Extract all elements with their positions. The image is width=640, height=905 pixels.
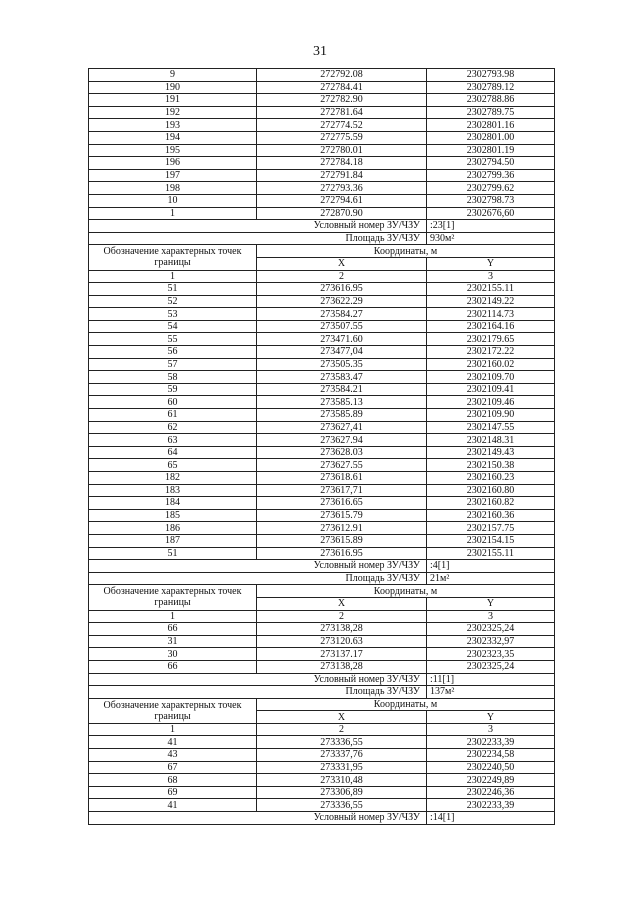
x-header: X [257,711,427,724]
y-coordinate-cell: 2302147.55 [427,421,555,434]
point-cell: 60 [89,396,257,409]
x-coordinate-cell: 273477,04 [257,346,427,359]
x-header: X [257,597,427,610]
point-cell: 57 [89,358,257,371]
y-coordinate-cell: 2302155.11 [427,547,555,560]
table-row [89,635,555,648]
point-cell: 195 [89,144,257,157]
table-row [89,131,555,144]
y-coordinate-cell: 2302164.16 [427,320,555,333]
point-cell: 190 [89,81,257,94]
point-cell: 185 [89,509,257,522]
table-row [89,484,555,497]
point-cell: 62 [89,421,257,434]
y-coordinate-cell: 2302234,58 [427,749,555,762]
point-cell: 41 [89,799,257,812]
coordinates-header: Координаты, м [257,585,555,598]
point-cell: 184 [89,497,257,510]
table-row [89,434,555,447]
table-row [89,421,555,434]
x-coordinate-cell: 273628.03 [257,446,427,459]
conditional-number-row [89,812,555,825]
points-header: Обозначение характерных точек границы [89,245,257,270]
table-row [89,472,555,485]
y-coordinate-cell: 2302172.22 [427,346,555,359]
table-row [89,207,555,220]
header-row [89,245,555,258]
x-coordinate-cell: 273337,76 [257,749,427,762]
y-coordinate-cell: 2302114.73 [427,308,555,321]
table-row [89,320,555,333]
point-cell: 56 [89,346,257,359]
x-coordinate-cell: 272791.84 [257,169,427,182]
coordinates-table-container [88,68,554,825]
y-header: Y [427,257,555,270]
x-coordinate-cell: 273310,48 [257,774,427,787]
point-cell: 30 [89,648,257,661]
point-cell: 55 [89,333,257,346]
table-row [89,119,555,132]
column-number-row [89,610,555,623]
table-row [89,144,555,157]
y-coordinate-cell: 2302157.75 [427,522,555,535]
x-coordinate-cell: 273585.13 [257,396,427,409]
x-coordinate-cell: 272781.64 [257,106,427,119]
table-row [89,534,555,547]
x-coordinate-cell: 273306,89 [257,786,427,799]
x-coordinate-cell: 273584.21 [257,383,427,396]
y-coordinate-cell: 2302799.36 [427,169,555,182]
y-coordinate-cell: 2302789.75 [427,106,555,119]
table-row [89,371,555,384]
y-coordinate-cell: 2302323,35 [427,648,555,661]
point-cell: 54 [89,320,257,333]
points-header: Обозначение характерных точек границы [89,585,257,610]
table-row [89,333,555,346]
x-coordinate-cell: 272794.61 [257,194,427,207]
point-cell: 43 [89,749,257,762]
area-number: 137 [430,686,445,698]
y-coordinate-cell: 2302150.38 [427,459,555,472]
y-coordinate-cell: 2302325,24 [427,623,555,636]
table-row [89,522,555,535]
y-coordinate-cell: 2302801.19 [427,144,555,157]
conditional-number-label: Условный номер ЗУ/ЧЗУ [89,812,427,825]
y-coordinate-cell: 2302160.36 [427,509,555,522]
y-coordinate-cell: 2302160.80 [427,484,555,497]
x-coordinate-cell: 273617,71 [257,484,427,497]
x-coordinate-cell: 273505.35 [257,358,427,371]
x-coordinate-cell: 273615.89 [257,534,427,547]
table-row [89,786,555,799]
conditional-number-label: Условный номер ЗУ/ЧЗУ [89,220,427,233]
point-cell: 41 [89,736,257,749]
table-row [89,358,555,371]
table-row [89,396,555,409]
point-cell: 1 [89,207,257,220]
area-row [89,232,555,245]
point-cell: 61 [89,409,257,422]
x-coordinate-cell: 273583.47 [257,371,427,384]
x-coordinate-cell: 272782.90 [257,94,427,107]
x-coordinate-cell: 273507.55 [257,320,427,333]
area-row [89,572,555,585]
y-coordinate-cell: 2302160.02 [427,358,555,371]
y-coordinate-cell: 2302332,97 [427,635,555,648]
table-row [89,497,555,510]
table-row [89,761,555,774]
x-coordinate-cell: 272793.36 [257,182,427,195]
point-cell: 194 [89,131,257,144]
area-label: Площадь ЗУ/ЧЗУ [89,232,427,245]
y-coordinate-cell: 2302240,50 [427,761,555,774]
column-number-2: 2 [257,270,427,283]
table-row [89,157,555,170]
area-number: 930 [430,233,445,245]
y-coordinate-cell: 2302798.73 [427,194,555,207]
x-header: X [257,257,427,270]
y-coordinate-cell: 2302179.65 [427,333,555,346]
y-coordinate-cell: 2302149.22 [427,295,555,308]
coordinates-table [88,68,555,825]
y-coordinate-cell: 2302109.41 [427,383,555,396]
area-number: 21 [430,573,440,585]
column-number-1: 1 [89,270,257,283]
x-coordinate-cell: 273615.79 [257,509,427,522]
conditional-number-label: Условный номер ЗУ/ЧЗУ [89,560,427,573]
point-cell: 66 [89,660,257,673]
area-unit: м² [445,686,455,698]
x-coordinate-cell: 272780.01 [257,144,427,157]
x-coordinate-cell: 272774.52 [257,119,427,132]
point-cell: 197 [89,169,257,182]
area-label: Площадь ЗУ/ЧЗУ [89,572,427,585]
conditional-number-value: :4[1] [427,560,555,573]
y-coordinate-cell: 2302160.82 [427,497,555,510]
x-coordinate-cell: 273471.60 [257,333,427,346]
table-row [89,409,555,422]
point-cell: 51 [89,547,257,560]
table-row [89,69,555,82]
table-row [89,623,555,636]
x-coordinate-cell: 273585.89 [257,409,427,422]
table-row [89,194,555,207]
point-cell: 193 [89,119,257,132]
x-coordinate-cell: 273627.94 [257,434,427,447]
table-row [89,749,555,762]
area-unit: м² [445,233,455,245]
y-coordinate-cell: 2302789.12 [427,81,555,94]
column-number-row [89,723,555,736]
point-cell: 67 [89,761,257,774]
column-number-3: 3 [427,610,555,623]
point-cell: 31 [89,635,257,648]
point-cell: 196 [89,157,257,170]
x-coordinate-cell: 273138,28 [257,623,427,636]
coordinates-header: Координаты, м [257,698,555,711]
x-coordinate-cell: 272784.18 [257,157,427,170]
y-coordinate-cell: 2302155.11 [427,283,555,296]
header-row [89,585,555,598]
y-coordinate-cell: 2302109.46 [427,396,555,409]
x-coordinate-cell: 273618.61 [257,472,427,485]
column-number-1: 1 [89,610,257,623]
table-row [89,169,555,182]
point-cell: 10 [89,194,257,207]
point-cell: 53 [89,308,257,321]
area-value [427,572,555,585]
point-cell: 68 [89,774,257,787]
point-cell: 65 [89,459,257,472]
area-unit: м² [440,573,450,585]
point-cell: 9 [89,69,257,82]
x-coordinate-cell: 273612.91 [257,522,427,535]
header-row [89,698,555,711]
x-coordinate-cell: 273331,95 [257,761,427,774]
points-header: Обозначение характерных точек границы [89,698,257,723]
x-coordinate-cell: 273336,55 [257,799,427,812]
conditional-number-value: :11[1] [427,673,555,686]
table-row [89,283,555,296]
y-coordinate-cell: 2302109.70 [427,371,555,384]
conditional-number-row [89,560,555,573]
point-cell: 187 [89,534,257,547]
y-coordinate-cell: 2302676,60 [427,207,555,220]
area-label: Площадь ЗУ/ЧЗУ [89,686,427,699]
table-row [89,81,555,94]
coordinates-header: Координаты, м [257,245,555,258]
table-row [89,736,555,749]
table-row [89,446,555,459]
point-cell: 64 [89,446,257,459]
x-coordinate-cell: 273137.17 [257,648,427,661]
x-coordinate-cell: 273622.29 [257,295,427,308]
table-row [89,106,555,119]
y-coordinate-cell: 2302325,24 [427,660,555,673]
x-coordinate-cell: 272870.90 [257,207,427,220]
x-coordinate-cell: 273584.27 [257,308,427,321]
column-number-2: 2 [257,723,427,736]
point-cell: 52 [89,295,257,308]
x-coordinate-cell: 273627.55 [257,459,427,472]
area-value [427,686,555,699]
column-number-3: 3 [427,723,555,736]
y-coordinate-cell: 2302233,39 [427,736,555,749]
point-cell: 183 [89,484,257,497]
x-coordinate-cell: 273616.95 [257,547,427,560]
column-number-1: 1 [89,723,257,736]
y-coordinate-cell: 2302148.31 [427,434,555,447]
table-row [89,799,555,812]
column-number-3: 3 [427,270,555,283]
y-coordinate-cell: 2302799.62 [427,182,555,195]
y-coordinate-cell: 2302788.86 [427,94,555,107]
y-header: Y [427,711,555,724]
table-row [89,308,555,321]
table-row [89,383,555,396]
conditional-number-row [89,220,555,233]
conditional-number-value: :14[1] [427,812,555,825]
x-coordinate-cell: 273627,41 [257,421,427,434]
point-cell: 69 [89,786,257,799]
point-cell: 66 [89,623,257,636]
point-cell: 192 [89,106,257,119]
table-row [89,509,555,522]
point-cell: 63 [89,434,257,447]
point-cell: 182 [89,472,257,485]
x-coordinate-cell: 273138,28 [257,660,427,673]
x-coordinate-cell: 272784.41 [257,81,427,94]
conditional-number-value: :23[1] [427,220,555,233]
y-header: Y [427,597,555,610]
point-cell: 58 [89,371,257,384]
table-row [89,295,555,308]
y-coordinate-cell: 2302109.90 [427,409,555,422]
x-coordinate-cell: 273616.65 [257,497,427,510]
x-coordinate-cell: 273336,55 [257,736,427,749]
point-cell: 186 [89,522,257,535]
x-coordinate-cell: 273120.63 [257,635,427,648]
y-coordinate-cell: 2302801.16 [427,119,555,132]
table-row [89,774,555,787]
table-row [89,648,555,661]
x-coordinate-cell: 272792.08 [257,69,427,82]
y-coordinate-cell: 2302246,36 [427,786,555,799]
conditional-number-label: Условный номер ЗУ/ЧЗУ [89,673,427,686]
page-number: 31 [313,44,327,59]
area-row [89,686,555,699]
point-cell: 59 [89,383,257,396]
point-cell: 191 [89,94,257,107]
table-row [89,547,555,560]
y-coordinate-cell: 2302154.15 [427,534,555,547]
column-number-row [89,270,555,283]
table-row [89,346,555,359]
y-coordinate-cell: 2302793.98 [427,69,555,82]
y-coordinate-cell: 2302801.00 [427,131,555,144]
point-cell: 51 [89,283,257,296]
table-row [89,660,555,673]
area-value [427,232,555,245]
table-row [89,94,555,107]
y-coordinate-cell: 2302160.23 [427,472,555,485]
y-coordinate-cell: 2302794.50 [427,157,555,170]
y-coordinate-cell: 2302249,89 [427,774,555,787]
x-coordinate-cell: 273616.95 [257,283,427,296]
conditional-number-row [89,673,555,686]
table-row [89,182,555,195]
column-number-2: 2 [257,610,427,623]
x-coordinate-cell: 272775.59 [257,131,427,144]
y-coordinate-cell: 2302149.43 [427,446,555,459]
table-row [89,459,555,472]
point-cell: 198 [89,182,257,195]
y-coordinate-cell: 2302233,39 [427,799,555,812]
